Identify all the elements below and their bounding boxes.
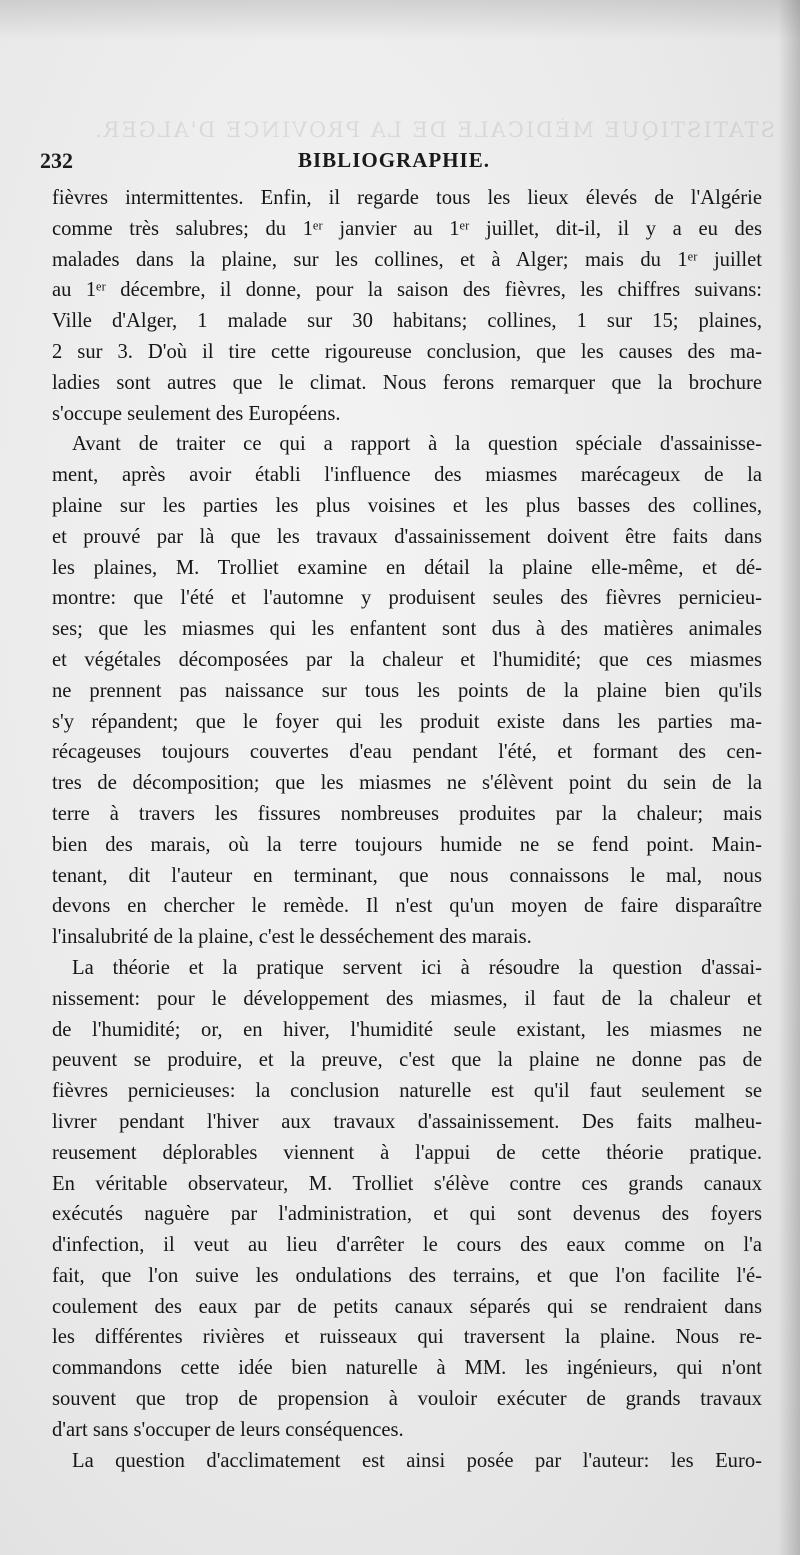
text-line: 2 sur 3. D'où il tire cette rigoureuse conclusion, que les causes des ma-: [52, 340, 762, 363]
text-line: La théorie et la pratique servent ici à résoudre la question d'assai-: [72, 956, 762, 979]
text-line: d'art sans s'occuper de leurs conséquences.: [52, 1418, 404, 1441]
page-header: [40, 148, 760, 178]
text-line: et prouvé par là que les travaux d'assainissement doivent être faits dans: [52, 525, 762, 548]
text-line: les différentes rivières et ruisseaux qui traversent la plaine. Nous re-: [52, 1326, 762, 1349]
page-right-shadow: [778, 0, 800, 1555]
text-line: ses; que les miasmes qui les enfantent sont dus à des matières animales: [52, 618, 762, 641]
text-line: tenant, dit l'auteur en terminant, que nous connaissons le mal, nous: [52, 864, 762, 887]
body-text: [52, 183, 762, 1476]
text-line: commandons cette idée bien naturelle à MM. les ingénieurs, qui n'ont: [52, 1357, 762, 1380]
text-line: nissement: pour le développement des miasmes, il faut de la chaleur et: [52, 987, 762, 1010]
text-line: et végétales décomposées par la chaleur et l'humidité; que ces miasmes: [52, 648, 762, 671]
text-line: au 1ᵉʳ décembre, il donne, pour la saison des fièvres, les chiffres suivans:: [52, 279, 762, 302]
text-line: récageuses toujours couvertes d'eau pendant l'été, et formant des cen-: [52, 741, 762, 764]
text-line: ne prennent pas naissance sur tous les points de la plaine bien qu'ils: [52, 679, 762, 702]
text-line: s'y répandent; que le foyer qui les produit existe dans les parties ma-: [52, 710, 762, 733]
text-line: livrer pendant l'hiver aux travaux d'assainissement. Des faits malheu-: [52, 1110, 762, 1133]
text-line: La question d'acclimatement est ainsi posée par l'auteur: les Euro-: [72, 1449, 762, 1472]
text-line: En véritable observateur, M. Trolliet s'élève contre ces grands canaux: [52, 1172, 762, 1195]
text-line: reusement déplorables viennent à l'appui de cette théorie pratique.: [52, 1141, 762, 1164]
text-line: bien des marais, où la terre toujours humide ne se fend point. Main-: [52, 833, 762, 856]
text-line: fièvres intermittentes. Enfin, il regarde tous les lieux élevés de l'Algérie: [52, 187, 762, 209]
text-line: devons en chercher le remède. Il n'est qu'un moyen de faire disparaître: [52, 895, 762, 918]
page-top-shadow: [0, 0, 800, 40]
running-title: BIBLIOGRAPHIE.: [298, 148, 490, 172]
text-line: Ville d'Alger, 1 malade sur 30 habitans; collines, 1 sur 15; plaines,: [52, 310, 762, 333]
text-line: malades dans la plaine, sur les collines, et à Alger; mais du 1ᵉʳ juillet: [52, 248, 762, 271]
text-line: fait, que l'on suive les ondulations des terrains, et que l'on facilite l'é-: [52, 1264, 762, 1287]
text-line: fièvres pernicieuses: la conclusion naturelle est qu'il faut seulement se: [52, 1080, 762, 1103]
text-line: de l'humidité; or, en hiver, l'humidité seule existant, les miasmes ne: [52, 1018, 762, 1041]
text-line: tres de décomposition; que les miasmes ne s'élèvent point du sein de la: [52, 772, 762, 795]
text-line: terre à travers les fissures nombreuses produites par la chaleur; mais: [52, 802, 762, 825]
page-number: 232: [40, 148, 73, 173]
bleed-through-title: STATISTIQUE MÉDICALE DE LA PROVINCE D'ALGER.: [93, 118, 775, 142]
text-line: peuvent se produire, et la preuve, c'est que la plaine ne donne pas de: [52, 1049, 762, 1072]
text-line: s'occupe seulement des Européens.: [52, 402, 341, 425]
text-line: plaine sur les parties les plus voisines et les plus basses des collines,: [52, 494, 762, 517]
text-line: ladies sont autres que le climat. Nous ferons remarquer que la brochure: [52, 371, 762, 394]
text-line: d'infection, il veut au lieu d'arrêter le cours des eaux comme on l'a: [52, 1234, 762, 1257]
text-line: ment, après avoir établi l'influence des miasmes marécageux de la: [52, 464, 762, 487]
text-line: coulement des eaux par de petits canaux séparés qui se rendraient dans: [52, 1295, 762, 1318]
text-line: l'insalubrité de la plaine, c'est le desséchement des marais.: [52, 926, 532, 949]
text-line: montre: que l'été et l'automne y produisent seules des fièvres pernicieu-: [52, 587, 762, 610]
text-line: souvent que trop de propension à vouloir exécuter de grands travaux: [52, 1388, 762, 1411]
text-line: exécutés naguère par l'administration, et qui sont devenus des foyers: [52, 1203, 762, 1226]
text-line: les plaines, M. Trolliet examine en détail la plaine elle-même, et dé-: [52, 556, 762, 579]
text-line: comme très salubres; du 1ᵉʳ janvier au 1ᵉʳ juillet, dit-il, il y a eu des: [52, 217, 762, 240]
text-line: Avant de traiter ce qui a rapport à la question spéciale d'assainisse-: [72, 433, 762, 456]
